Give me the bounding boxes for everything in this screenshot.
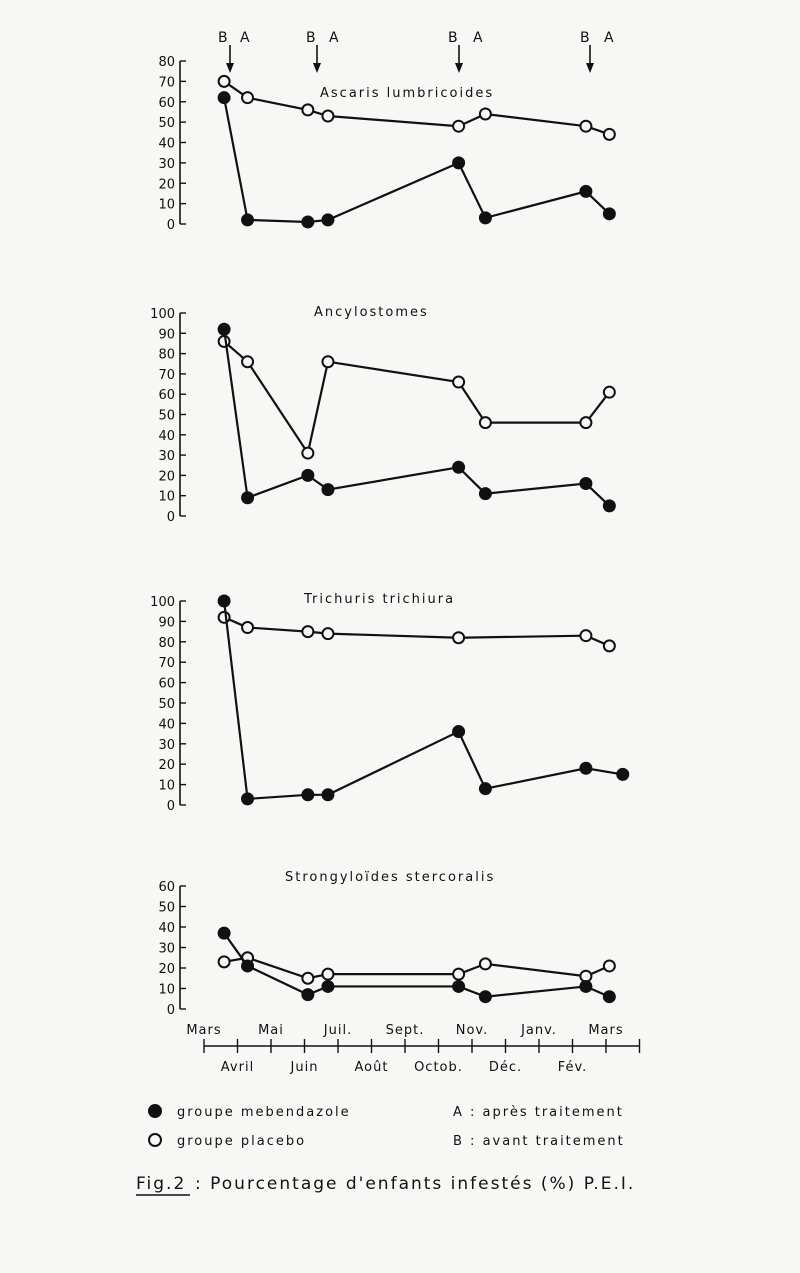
point-placebo: [302, 104, 313, 115]
y-tick-label: 70: [158, 367, 175, 383]
month-label-top: Janv.: [521, 1023, 557, 1038]
y-tick-label: 10: [158, 197, 175, 213]
point-placebo: [604, 387, 615, 398]
marker-arrow-head: [226, 63, 234, 73]
figure-caption: [136, 1174, 635, 1195]
month-label-top: Sept.: [385, 1023, 425, 1038]
legend-after: A : après traitement: [453, 1105, 624, 1120]
point-mebendazole: [604, 991, 615, 1002]
y-tick-label: 0: [166, 510, 175, 525]
point-placebo: [453, 377, 464, 388]
point-placebo: [480, 108, 491, 119]
month-label-bottom: Déc.: [488, 1060, 523, 1075]
point-placebo: [219, 336, 230, 347]
caption-fig-label: Fig.2: [136, 1174, 187, 1194]
marker-label-before: B: [580, 30, 590, 46]
y-tick-label: 100: [150, 595, 175, 610]
point-placebo: [242, 356, 253, 367]
point-mebendazole: [453, 726, 464, 737]
point-placebo: [219, 76, 230, 87]
point-mebendazole: [580, 981, 591, 992]
point-placebo: [322, 356, 333, 367]
y-tick-label: 60: [158, 880, 175, 895]
point-mebendazole: [480, 991, 491, 1002]
series-line-placebo: [224, 617, 609, 646]
legend-filled-marker: [149, 1105, 161, 1117]
point-mebendazole: [302, 989, 313, 1000]
point-placebo: [580, 417, 591, 428]
y-tick-label: 20: [158, 962, 175, 977]
month-label-top: Mars: [588, 1023, 624, 1038]
series-line-mebendazole: [224, 933, 609, 997]
point-mebendazole: [453, 462, 464, 473]
y-tick-label: 40: [158, 428, 175, 444]
month-label-top: Nov.: [455, 1023, 489, 1038]
y-tick-label: 80: [158, 347, 175, 363]
point-placebo: [580, 630, 591, 641]
marker-label-after: A: [473, 30, 483, 46]
month-label-bottom: Juin: [290, 1060, 319, 1075]
legend-mebendazole: groupe mebendazole: [177, 1105, 351, 1120]
y-tick-label: 50: [158, 116, 175, 132]
chart-panels: [150, 55, 628, 1018]
y-tick-label: 10: [158, 778, 175, 794]
point-placebo: [302, 626, 313, 637]
point-placebo: [453, 121, 464, 132]
month-label-top: Mai: [258, 1023, 284, 1038]
marker-arrow-head: [455, 63, 463, 73]
y-tick-label: 90: [158, 615, 175, 631]
marker-arrow-head: [313, 63, 321, 73]
point-placebo: [453, 632, 464, 643]
y-tick-label: 10: [158, 982, 175, 998]
point-mebendazole: [242, 793, 253, 804]
panel-ancylostomes: [150, 305, 615, 525]
y-tick-label: 90: [158, 327, 175, 343]
y-tick-label: 0: [166, 799, 175, 814]
month-axis: [186, 1023, 639, 1075]
panel-trichuris-trichiura: [150, 592, 628, 814]
point-placebo: [480, 417, 491, 428]
panel-title: Strongyloïdes stercoralis: [285, 870, 496, 885]
point-placebo: [604, 960, 615, 971]
month-label-top: Mars: [186, 1023, 222, 1038]
marker-arrow-head: [586, 63, 594, 73]
y-tick-label: 70: [158, 75, 175, 91]
point-mebendazole: [580, 478, 591, 489]
point-mebendazole: [453, 981, 464, 992]
panel-strongylo-des-stercoralis: [158, 870, 614, 1018]
point-mebendazole: [453, 157, 464, 168]
y-tick-label: 20: [158, 758, 175, 774]
point-mebendazole: [617, 769, 628, 780]
marker-label-after: A: [240, 30, 250, 46]
y-tick-label: 50: [158, 697, 175, 712]
point-placebo: [302, 448, 313, 459]
panel-ascaris-lumbricoides: [158, 55, 614, 233]
y-tick-label: 100: [150, 307, 175, 322]
point-mebendazole: [322, 789, 333, 800]
legend-placebo: groupe placebo: [177, 1134, 307, 1149]
y-tick-label: 10: [158, 489, 175, 505]
point-mebendazole: [480, 488, 491, 499]
series-line-placebo: [224, 341, 609, 453]
panel-title: Ascaris lumbricoides: [320, 86, 495, 101]
y-tick-label: 40: [158, 717, 175, 733]
marker-label-after: A: [329, 30, 339, 46]
point-mebendazole: [242, 214, 253, 225]
y-tick-label: 20: [158, 469, 175, 485]
y-tick-label: 20: [158, 177, 175, 193]
point-mebendazole: [302, 470, 313, 481]
y-tick-label: 30: [158, 941, 175, 957]
month-label-top: Juil.: [323, 1023, 353, 1038]
legend-open-marker: [149, 1134, 161, 1146]
y-tick-label: 60: [158, 388, 175, 404]
point-placebo: [322, 969, 333, 980]
month-label-bottom: Août: [354, 1060, 389, 1075]
point-mebendazole: [480, 212, 491, 223]
point-placebo: [480, 958, 491, 969]
y-tick-label: 0: [166, 1003, 175, 1018]
point-mebendazole: [322, 214, 333, 225]
point-mebendazole: [219, 92, 230, 103]
y-tick-label: 60: [158, 95, 175, 111]
legend: [149, 1105, 625, 1149]
point-placebo: [219, 612, 230, 623]
caption-text: : Pourcentage d'enfants infestés (%) P.E.I.: [195, 1174, 636, 1194]
y-tick-label: 50: [158, 408, 175, 424]
point-placebo: [453, 969, 464, 980]
point-mebendazole: [480, 783, 491, 794]
point-placebo: [302, 973, 313, 984]
point-placebo: [219, 956, 230, 967]
y-tick-label: 70: [158, 656, 175, 672]
y-tick-label: 30: [158, 737, 175, 753]
y-tick-label: 80: [158, 55, 175, 70]
point-mebendazole: [322, 981, 333, 992]
panel-title: Ancylostomes: [314, 305, 429, 320]
legend-before: B : avant traitement: [453, 1134, 625, 1149]
point-placebo: [604, 129, 615, 140]
panel-title: Trichuris trichiura: [304, 592, 456, 607]
series-line-placebo: [224, 958, 609, 979]
y-tick-label: 80: [158, 635, 175, 651]
point-placebo: [242, 92, 253, 103]
series-line-mebendazole: [224, 98, 609, 222]
y-tick-label: 60: [158, 676, 175, 692]
marker-label-before: B: [448, 30, 458, 46]
point-mebendazole: [242, 960, 253, 971]
marker-label-before: B: [306, 30, 316, 46]
y-tick-label: 50: [158, 900, 175, 916]
point-mebendazole: [302, 789, 313, 800]
point-mebendazole: [604, 500, 615, 511]
marker-label-before: B: [218, 30, 228, 46]
point-mebendazole: [242, 492, 253, 503]
point-mebendazole: [302, 216, 313, 227]
month-label-bottom: Fév.: [557, 1060, 588, 1075]
month-label-bottom: Octob.: [414, 1060, 463, 1075]
point-placebo: [604, 640, 615, 651]
y-tick-label: 30: [158, 156, 175, 172]
marker-label-after: A: [604, 30, 614, 46]
y-tick-label: 0: [166, 218, 175, 233]
point-mebendazole: [580, 763, 591, 774]
point-mebendazole: [580, 186, 591, 197]
y-tick-label: 30: [158, 449, 175, 465]
point-mebendazole: [219, 596, 230, 607]
point-placebo: [322, 628, 333, 639]
y-tick-label: 40: [158, 136, 175, 152]
point-placebo: [580, 121, 591, 132]
treatment-markers: [218, 30, 614, 73]
point-mebendazole: [322, 484, 333, 495]
point-mebendazole: [219, 928, 230, 939]
series-line-mebendazole: [224, 329, 609, 506]
point-mebendazole: [219, 324, 230, 335]
point-placebo: [322, 111, 333, 122]
point-placebo: [242, 622, 253, 633]
month-label-bottom: Avril: [220, 1060, 255, 1075]
point-mebendazole: [604, 208, 615, 219]
y-tick-label: 40: [158, 921, 175, 936]
